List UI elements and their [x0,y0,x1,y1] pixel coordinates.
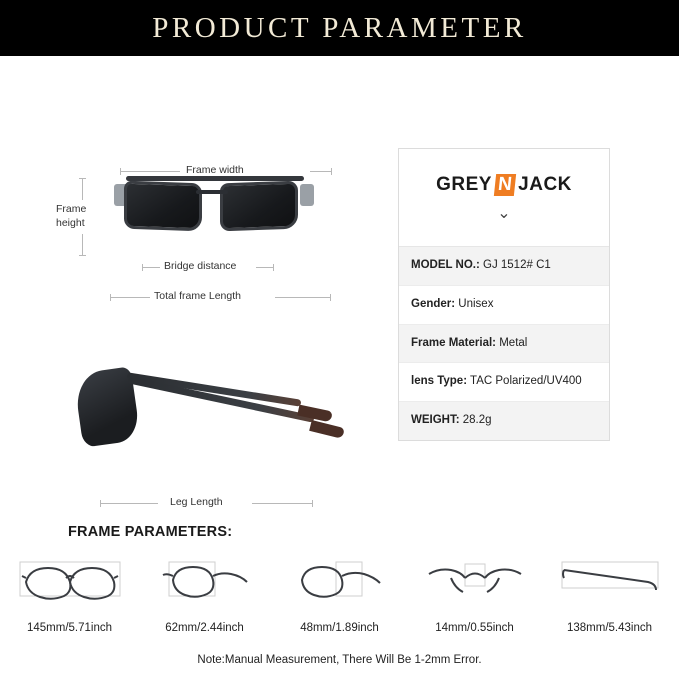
frame-width-cap-right [331,168,332,175]
bridge-distance-cap-right [273,264,274,271]
total-frame-length-guide-left [110,297,150,298]
bridge-width-icon [421,556,529,608]
brand-block [399,149,609,247]
frame-width-guide-right [310,171,332,172]
frame-parameter-item [417,556,532,634]
frame-parameter-label: 62mm/2.44inch [165,622,244,634]
spec-row [399,363,609,402]
temple-length-icon [556,556,664,608]
frame-width-icon [16,556,124,608]
lens-right [220,181,298,232]
measurement-note: Note:Manual Measurement, There Will Be 1-2mm Error. [197,654,482,666]
spec-value: TAC Polarized/UV400 [470,375,582,388]
sunglasses-front-view-image [110,164,320,244]
frame-height-cap-bottom [79,255,86,256]
frame-width-guide-left [120,171,180,172]
sunglasses-side-view-image [70,356,330,466]
main-content [0,56,679,679]
bridge-bar [196,190,228,194]
spec-value: 28.2g [462,414,492,427]
temple-tip-lower [309,420,345,439]
frame-parameters-section [0,524,679,634]
leg-length-cap-left [100,500,101,507]
bridge-distance-guide-right [256,267,274,268]
specification-card [398,148,610,441]
spec-key: MODEL NO.: [411,259,480,271]
brow-bar [126,176,304,181]
frame-parameter-label: 145mm/5.71inch [26,622,113,634]
frame-parameter-item [552,556,667,634]
leg-length-guide-left [100,503,158,504]
bridge-distance-label: Bridge distance [164,260,237,272]
spec-row [399,247,609,286]
frame-height-cap-top [79,178,86,179]
frame-height-guide-bottom [82,234,83,256]
brand-logo [436,174,572,196]
frame-height-label-line1: Frame [56,203,87,215]
brand-accent-letter: N [494,174,517,196]
frame-parameter-label: 138mm/5.43inch [566,622,653,634]
frame-parameter-label: 48mm/1.89inch [300,622,379,634]
spec-key: Frame Material: [411,336,497,349]
frame-width-cap-left [120,168,121,175]
total-frame-length-guide-right [275,297,330,298]
frame-parameters-grid [0,556,679,634]
bridge-distance-cap-left [142,264,143,271]
spec-value: Unisex [458,297,494,310]
spec-key: Gender: [411,297,456,310]
lens-left [124,181,202,232]
frame-parameter-item [12,556,127,634]
brand-text-part2: JACK [518,173,572,195]
lens-height-icon [286,556,394,608]
bridge-distance-guide-left [142,267,160,268]
brand-text-part1: GREY [436,173,492,195]
page-header [0,0,679,56]
frame-parameter-item [147,556,262,634]
total-frame-length-cap-left [110,294,111,301]
total-frame-length-label: Total frame Length [154,290,241,302]
chevron-down-icon: ⌄ [497,204,511,222]
hinge-right [300,184,314,206]
diagram-column [0,56,380,516]
frame-parameter-item [282,556,397,634]
spec-key: WEIGHT: [411,414,460,427]
spec-row [399,402,609,440]
frame-parameters-title: FRAME PARAMETERS: [68,524,233,540]
frame-height-label-line2: height [56,217,85,229]
total-frame-length-cap-right [330,294,331,301]
spec-row [399,286,609,325]
spec-row [399,325,609,364]
spec-key: lens Type: [411,375,468,388]
spec-value: Metal [499,336,528,349]
page-title: PRODUCT PARAMETER [152,11,527,44]
spec-value: GJ 1512# C1 [483,259,551,271]
lens-width-icon [151,556,259,608]
frame-height-guide-top [82,178,83,200]
frame-width-label: Frame width [186,164,244,176]
leg-length-guide-right [252,503,312,504]
leg-length-cap-right [312,500,313,507]
frame-parameter-label: 14mm/0.55inch [435,622,514,634]
leg-length-label: Leg Length [170,496,223,508]
